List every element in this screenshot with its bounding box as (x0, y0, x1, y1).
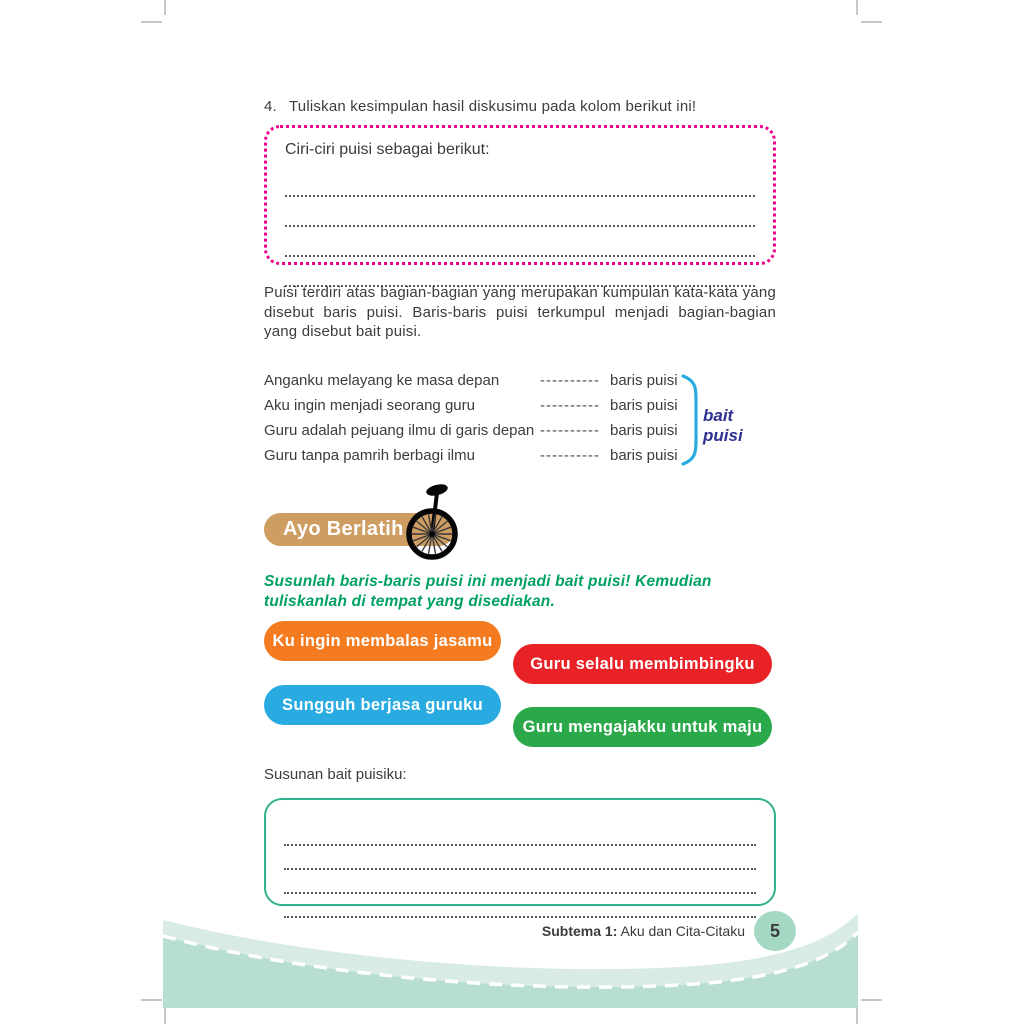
dash-leader: ---------- (540, 372, 600, 389)
writing-line (285, 227, 755, 257)
crop-mark (856, 0, 858, 15)
subtema-breadcrumb (542, 923, 745, 939)
bracket-icon (681, 373, 701, 467)
crop-mark (141, 999, 162, 1001)
crop-mark (164, 1007, 166, 1024)
poem-cards (264, 621, 776, 754)
poem-line: Guru adalah pejuang ilmu di garis depan (264, 422, 535, 439)
conclusion-box-title: Ciri-ciri puisi sebagai berikut: (285, 141, 490, 158)
writing-line (284, 822, 756, 846)
explanation-paragraph: Puisi terdiri atas bagian-bagian yang merupakan kumpulan kata-kata yang disebut baris puisi. Baris-baris puisi terkumpul menjadi bagian-bagian yang disebut bait puisi. (264, 284, 776, 340)
poem-card-orange: Ku ingin membalas jasamu (264, 621, 501, 661)
subtema-title: Aku dan Cita-Citaku (617, 923, 745, 939)
dash-leader: ---------- (540, 422, 600, 439)
writing-line (284, 870, 756, 894)
question-item-4 (264, 98, 776, 115)
writing-line (285, 197, 755, 227)
crop-mark (141, 21, 162, 23)
question-text: Tuliskan kesimpulan hasil diskusimu pada kolom berikut ini! (289, 98, 697, 115)
answer-label: Susunan bait puisiku: (264, 766, 407, 783)
practice-instruction: Susunlah baris-baris puisi ini menjadi bait puisi! Kemudian tuliskanlah di tempat yang disediakan. (264, 573, 712, 610)
writing-line (285, 167, 755, 197)
crop-mark (164, 0, 166, 15)
ayo-berlatih-banner: Ayo Berlatih (264, 513, 455, 546)
page-footer (264, 911, 796, 951)
practice-header (264, 486, 776, 564)
page-number-badge: 5 (754, 911, 796, 951)
subtema-label: Subtema 1: (541, 923, 618, 939)
poem-line: Anganku melayang ke masa depan (264, 372, 500, 389)
baris-puisi-label: baris puisi (610, 447, 678, 464)
unicycle-icon (404, 481, 466, 563)
conclusion-box (264, 125, 776, 265)
baris-puisi-label: baris puisi (610, 372, 678, 389)
writing-line (284, 846, 756, 870)
poem-line: Aku ingin menjadi seorang guru (264, 397, 475, 414)
poem-line: Guru tanpa pamrih berbagi ilmu (264, 447, 475, 464)
answer-box (264, 798, 776, 906)
baris-puisi-label: baris puisi (610, 397, 678, 414)
crop-mark (861, 999, 882, 1001)
crop-mark (856, 1007, 858, 1024)
dash-leader: ---------- (540, 397, 600, 414)
bait-puisi-label: bait puisi (703, 406, 743, 445)
poem-card-green: Guru mengajakku untuk maju (513, 707, 772, 747)
crop-mark (861, 21, 882, 23)
baris-puisi-label: baris puisi (610, 422, 678, 439)
poem-example (264, 368, 776, 470)
question-number: 4. (264, 98, 277, 115)
dash-leader: ---------- (540, 447, 600, 464)
poem-card-red: Guru selalu membimbingku (513, 644, 772, 684)
poem-card-blue: Sungguh berjasa guruku (264, 685, 501, 725)
